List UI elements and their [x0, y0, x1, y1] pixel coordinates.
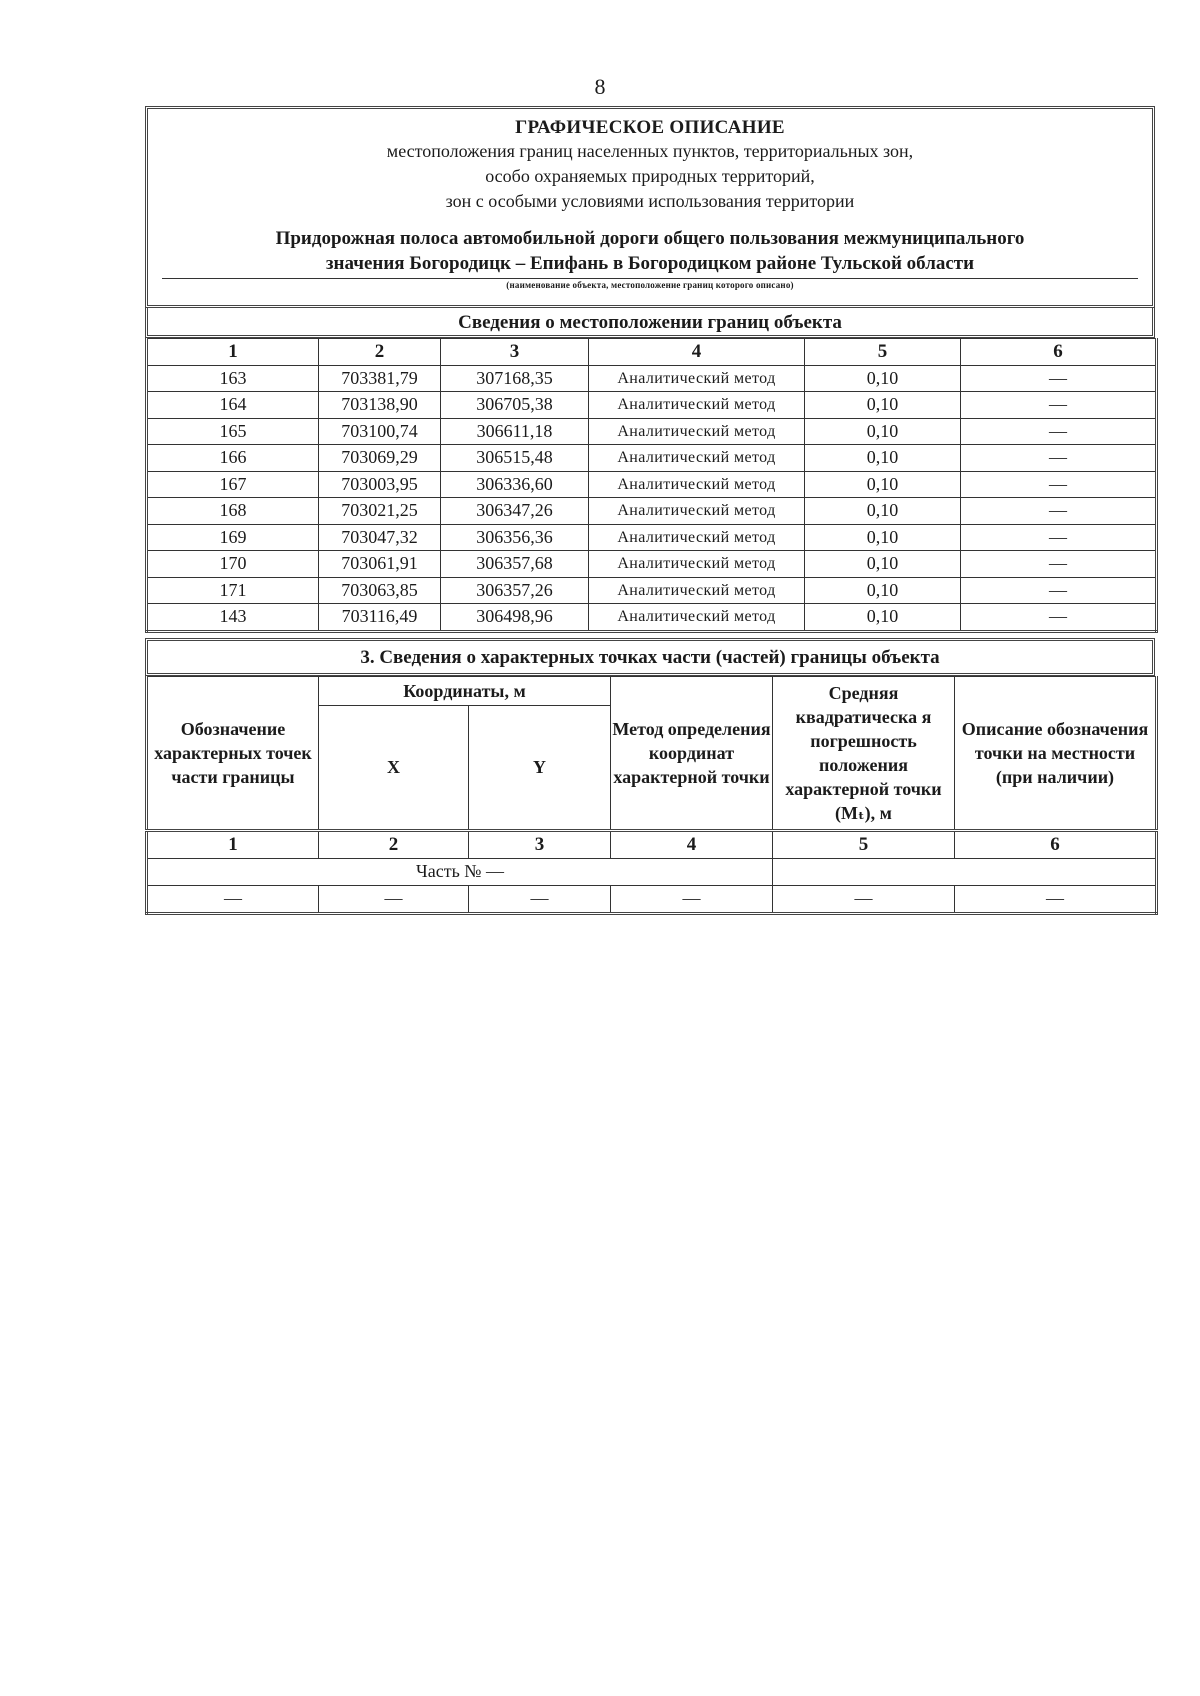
- column-number-row: [147, 339, 1157, 366]
- table-cell: 306336,60: [441, 471, 589, 498]
- document-title: ГРАФИЧЕСКОЕ ОПИСАНИЕ: [515, 117, 785, 138]
- column-number: 2: [319, 339, 441, 366]
- method-cell: Аналитический метод: [589, 445, 805, 472]
- table-cell: —: [611, 885, 773, 913]
- table-cell: 703381,79: [319, 365, 441, 392]
- part-points-table: [145, 676, 1158, 915]
- table-cell: —: [961, 365, 1157, 392]
- table-cell: —: [773, 885, 955, 913]
- table-row: [147, 885, 1157, 913]
- header-description: Описание обозначения точки на местности (при наличии): [955, 676, 1157, 830]
- table-cell: 306705,38: [441, 392, 589, 419]
- object-name-line: Придорожная полоса автомобильной дороги общего пользования межмуниципального: [275, 228, 1025, 249]
- table-cell: 703061,91: [319, 551, 441, 578]
- method-cell: Аналитический метод: [589, 604, 805, 632]
- header-designation: Обозначение характерных точек части границы: [147, 676, 319, 830]
- table-cell: —: [319, 885, 469, 913]
- column-number: 3: [441, 339, 589, 366]
- table-cell: 168: [147, 498, 319, 525]
- table-cell: 0,10: [805, 418, 961, 445]
- column-number: 6: [955, 830, 1157, 858]
- table-cell: 306611,18: [441, 418, 589, 445]
- table-row: [147, 551, 1157, 578]
- method-cell: Аналитический метод: [589, 471, 805, 498]
- subtitle-line: местоположения границ населенных пунктов, территориальных зон,: [386, 141, 914, 161]
- object-name-line: значения Богородицк – Епифань в Богородицком районе Тульской области: [325, 253, 975, 274]
- table-cell: 306498,96: [441, 604, 589, 632]
- section3-title: 3. Сведения о характерных точках части (частей) границы объекта: [145, 638, 1155, 676]
- table-cell: 169: [147, 524, 319, 551]
- table-cell: 0,10: [805, 604, 961, 632]
- table-cell: 306515,48: [441, 445, 589, 472]
- column-number: 1: [147, 339, 319, 366]
- table-cell: 703116,49: [319, 604, 441, 632]
- header-accuracy: Средняя квадратическа я погрешность положения характерной точки (Mₜ), м: [773, 676, 955, 830]
- header-method: Метод определения координат характерной точки: [611, 676, 773, 830]
- table-cell: 0,10: [805, 471, 961, 498]
- table-cell: —: [961, 471, 1157, 498]
- table-cell: 306357,26: [441, 577, 589, 604]
- table-cell: —: [469, 885, 611, 913]
- table-cell: 306357,68: [441, 551, 589, 578]
- table-cell: 166: [147, 445, 319, 472]
- document-header: [145, 106, 1155, 308]
- table-cell: —: [961, 551, 1157, 578]
- table-cell: 0,10: [805, 445, 961, 472]
- part-label-row: [147, 858, 1157, 885]
- method-cell: Аналитический метод: [589, 551, 805, 578]
- table-row: [147, 524, 1157, 551]
- divider: [162, 278, 1138, 279]
- table-cell: 703100,74: [319, 418, 441, 445]
- table-row: [147, 365, 1157, 392]
- object-caption: (наименование объекта, местоположение границ которого описано): [506, 280, 794, 290]
- method-cell: Аналитический метод: [589, 418, 805, 445]
- table-cell: 306347,26: [441, 498, 589, 525]
- method-cell: Аналитический метод: [589, 524, 805, 551]
- table-cell: —: [961, 577, 1157, 604]
- method-cell: Аналитический метод: [589, 577, 805, 604]
- column-number: 3: [469, 830, 611, 858]
- table-cell: 306356,36: [441, 524, 589, 551]
- object-name: [162, 226, 1138, 276]
- table-cell: —: [961, 445, 1157, 472]
- table-cell: 703138,90: [319, 392, 441, 419]
- method-cell: Аналитический метод: [589, 365, 805, 392]
- part-label: Часть № —: [147, 858, 773, 885]
- table-row: [147, 392, 1157, 419]
- table-cell: —: [955, 885, 1157, 913]
- table-cell: 170: [147, 551, 319, 578]
- method-cell: Аналитический метод: [589, 498, 805, 525]
- table-cell: 164: [147, 392, 319, 419]
- table-cell: —: [961, 524, 1157, 551]
- table-cell: 0,10: [805, 498, 961, 525]
- table-cell: —: [961, 498, 1157, 525]
- table-cell: 703063,85: [319, 577, 441, 604]
- method-cell: Аналитический метод: [589, 392, 805, 419]
- table-row: [147, 445, 1157, 472]
- column-number: 5: [805, 339, 961, 366]
- table-cell: 167: [147, 471, 319, 498]
- table-cell: 0,10: [805, 524, 961, 551]
- table-cell: 0,10: [805, 577, 961, 604]
- column-number: 5: [773, 830, 955, 858]
- column-number-row: [147, 830, 1157, 858]
- table-cell: 307168,35: [441, 365, 589, 392]
- table-cell: —: [147, 885, 319, 913]
- column-number: 4: [611, 830, 773, 858]
- subtitle-line: зон с особыми условиями использования территории: [445, 191, 855, 211]
- subtitle-line: особо охраняемых природных территорий,: [485, 166, 815, 186]
- header-coordinates: Координаты, м: [319, 676, 611, 705]
- table-cell: 143: [147, 604, 319, 632]
- table-header-row: [147, 676, 1157, 705]
- table-cell: 703021,25: [319, 498, 441, 525]
- table-cell: 165: [147, 418, 319, 445]
- table-cell: 703069,29: [319, 445, 441, 472]
- table-cell: 703047,32: [319, 524, 441, 551]
- table-row: [147, 604, 1157, 632]
- table-cell: 0,10: [805, 551, 961, 578]
- table-row: [147, 577, 1157, 604]
- column-number: 4: [589, 339, 805, 366]
- table-cell: 163: [147, 365, 319, 392]
- table-cell: 0,10: [805, 392, 961, 419]
- table-cell: —: [961, 604, 1157, 632]
- table-cell: 0,10: [805, 365, 961, 392]
- document-sheet: [145, 106, 1155, 915]
- boundary-points-table: [145, 338, 1158, 633]
- table-cell: 171: [147, 577, 319, 604]
- column-number: 6: [961, 339, 1157, 366]
- table-row: [147, 418, 1157, 445]
- column-number: 2: [319, 830, 469, 858]
- table-row: [147, 498, 1157, 525]
- page-number: 8: [594, 74, 606, 99]
- header-y: Y: [469, 705, 611, 830]
- section1-title: Сведения о местоположении границ объекта: [145, 308, 1155, 338]
- table-cell: —: [961, 392, 1157, 419]
- table-row: [147, 471, 1157, 498]
- column-number: 1: [147, 830, 319, 858]
- header-x: X: [319, 705, 469, 830]
- empty-cell: [773, 858, 1157, 885]
- table-cell: 703003,95: [319, 471, 441, 498]
- table-cell: —: [961, 418, 1157, 445]
